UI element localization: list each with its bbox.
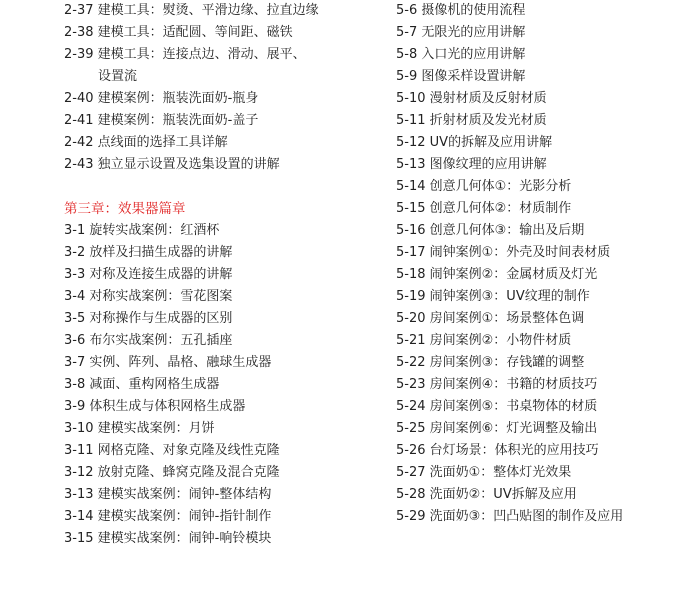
toc-item-number: 3-3 <box>64 267 86 282</box>
toc-item-title: 设置流 <box>98 69 138 84</box>
toc-item-title: 对称及连接生成器的讲解 <box>89 267 233 282</box>
toc-item-number: 3-6 <box>64 333 86 348</box>
toc-item-number: 5-20 <box>396 311 426 326</box>
toc-item-number: 3-8 <box>64 377 86 392</box>
toc-item <box>396 66 696 88</box>
toc-item-title: 摄像机的使用流程 <box>421 3 526 18</box>
left-group-2 <box>64 0 384 176</box>
toc-item <box>64 462 384 484</box>
toc-item-number: 5-29 <box>396 509 426 524</box>
toc-item <box>396 154 696 176</box>
toc-item-title: 房间案例③：存钱罐的调整 <box>429 355 585 370</box>
toc-item-number: 3-10 <box>64 421 94 436</box>
toc-item-title: UV的拆解及应用讲解 <box>429 135 553 150</box>
toc-item-number: 5-11 <box>396 113 426 128</box>
toc-item-title: 图像采样设置讲解 <box>421 69 526 84</box>
toc-item-title: 漫射材质及反射材质 <box>429 91 547 106</box>
toc-item-number: 5-10 <box>396 91 426 106</box>
toc-item-title: 建模案例：瓶装洗面奶-瓶身 <box>97 91 259 106</box>
toc-item-number: 3-11 <box>64 443 94 458</box>
toc-item-number: 5-22 <box>396 355 426 370</box>
toc-item <box>64 286 384 308</box>
toc-item-title: 房间案例⑥：灯光调整及输出 <box>429 421 598 436</box>
toc-item <box>64 66 384 88</box>
toc-item-title: 创意几何体③：输出及后期 <box>429 223 585 238</box>
toc-item <box>396 418 696 440</box>
toc-item <box>64 44 384 66</box>
toc-item <box>396 88 696 110</box>
toc-item-title: 房间案例④：书籍的材质技巧 <box>429 377 598 392</box>
toc-item-number: 3-1 <box>64 223 86 238</box>
toc-item-title: 点线面的选择工具详解 <box>97 135 228 150</box>
toc-item-title: 放射克隆、蜂窝克隆及混合克隆 <box>97 465 280 480</box>
toc-item-title: 旋转实战案例：红酒杯 <box>89 223 220 238</box>
toc-item <box>396 132 696 154</box>
toc-item-title: 闹钟案例③：UV纹理的制作 <box>429 289 590 304</box>
toc-item <box>64 264 384 286</box>
toc-item <box>396 286 696 308</box>
toc-item <box>396 440 696 462</box>
toc-item <box>64 220 384 242</box>
toc-item-title: 建模实战案例：闹钟-整体结构 <box>97 487 272 502</box>
toc-item <box>396 506 696 528</box>
toc-item-number: 5-25 <box>396 421 426 436</box>
toc-item-title: 布尔实战案例：五孔插座 <box>89 333 233 348</box>
spacer <box>64 176 384 198</box>
toc-item <box>64 242 384 264</box>
toc-item <box>64 418 384 440</box>
toc-item-number: 3-13 <box>64 487 94 502</box>
toc-item-number: 5-28 <box>396 487 426 502</box>
toc-item-number: 5-12 <box>396 135 426 150</box>
left-column <box>64 0 384 550</box>
toc-item-number: 5-14 <box>396 179 426 194</box>
toc-item-title: 洗面奶②：UV拆解及应用 <box>429 487 577 502</box>
toc-item-title: 建模实战案例：月饼 <box>97 421 215 436</box>
toc-item-title: 体积生成与体积网格生成器 <box>89 399 246 414</box>
toc-item-number: 2-37 <box>64 3 94 18</box>
toc-item <box>64 132 384 154</box>
toc-item-title: 创意几何体①：光影分析 <box>429 179 572 194</box>
toc-item-title: 房间案例②：小物件材质 <box>429 333 572 348</box>
toc-item-number: 5-26 <box>396 443 426 458</box>
toc-item-title: 建模实战案例：闹钟-响铃模块 <box>97 531 272 546</box>
toc-item-title: 创意几何体②：材质制作 <box>429 201 572 216</box>
toc-item-number: 2-40 <box>64 91 94 106</box>
toc-item-title: 建模工具：连接点边、滑动、展平、 <box>97 47 306 62</box>
toc-item <box>64 22 384 44</box>
toc-item-number: 2-41 <box>64 113 94 128</box>
toc-item-title: 折射材质及发光材质 <box>429 113 547 128</box>
toc-item <box>396 22 696 44</box>
toc-item-number: 3-5 <box>64 311 86 326</box>
right-column <box>396 0 696 528</box>
toc-item-number: 2-38 <box>64 25 94 40</box>
toc-item-title: 独立显示设置及选集设置的讲解 <box>97 157 280 172</box>
toc-item <box>64 440 384 462</box>
toc-item-number: 5-13 <box>396 157 426 172</box>
toc-item <box>64 396 384 418</box>
toc-item-title: 建模案例：瓶装洗面奶-盖子 <box>97 113 259 128</box>
toc-item-title: 房间案例①：场景整体色调 <box>429 311 585 326</box>
toc-item-title: 台灯场景：体积光的应用技巧 <box>429 443 599 458</box>
toc-item-number: 5-27 <box>396 465 426 480</box>
toc-item <box>396 330 696 352</box>
toc-item <box>396 44 696 66</box>
toc-item-number: 2-43 <box>64 157 94 172</box>
chapter-heading: 第三章：效果器篇章 <box>64 201 186 217</box>
toc-item-number: 3-2 <box>64 245 86 260</box>
toc-item <box>64 154 384 176</box>
toc-item-number: 5-18 <box>396 267 426 282</box>
toc-item-number: 5-9 <box>396 69 418 84</box>
toc-item-title: 入口光的应用讲解 <box>421 47 526 62</box>
toc-item-number: 5-15 <box>396 201 426 216</box>
toc-item <box>64 528 384 550</box>
toc-item-title: 对称实战案例：雪花图案 <box>89 289 233 304</box>
toc-item <box>64 330 384 352</box>
toc-item <box>64 352 384 374</box>
toc-item-number: 5-19 <box>396 289 426 304</box>
toc-item <box>64 506 384 528</box>
toc-item-number: 5-17 <box>396 245 426 260</box>
toc-item-number: 5-7 <box>396 25 418 40</box>
toc-item <box>64 88 384 110</box>
toc-item-title: 放样及扫描生成器的讲解 <box>89 245 233 260</box>
left-group-3 <box>64 220 384 550</box>
toc-item <box>396 352 696 374</box>
toc-item <box>396 242 696 264</box>
toc-item-title: 建模工具：熨烫、平滑边缘、拉直边缘 <box>97 3 319 18</box>
toc-item <box>64 374 384 396</box>
toc-item <box>64 308 384 330</box>
toc-item-title: 闹钟案例①：外壳及时间表材质 <box>429 245 611 260</box>
toc-item-number: 3-15 <box>64 531 94 546</box>
toc-item <box>396 0 696 22</box>
toc-item-number: 2-39 <box>64 47 94 62</box>
toc-item-number: 5-8 <box>396 47 418 62</box>
toc-item-title: 洗面奶①：整体灯光效果 <box>429 465 572 480</box>
toc-item <box>396 198 696 220</box>
toc-item-title: 减面、重构网格生成器 <box>89 377 220 392</box>
toc-item <box>396 462 696 484</box>
right-group-5 <box>396 0 696 528</box>
toc-item <box>396 176 696 198</box>
toc-item <box>64 484 384 506</box>
toc-item <box>396 396 696 418</box>
toc-item-number: 3-4 <box>64 289 86 304</box>
toc-item-title: 房间案例⑤：书桌物体的材质 <box>429 399 598 414</box>
toc-item-title: 图像纹理的应用讲解 <box>429 157 547 172</box>
toc-item <box>396 220 696 242</box>
toc-item <box>396 374 696 396</box>
toc-item <box>396 110 696 132</box>
toc-item <box>396 484 696 506</box>
toc-item-number: 5-6 <box>396 3 418 18</box>
toc-item <box>396 264 696 286</box>
toc-item-number: 3-12 <box>64 465 94 480</box>
toc-item-number: 3-9 <box>64 399 86 414</box>
toc-item-title: 建模工具：适配圆、等间距、磁铁 <box>97 25 293 40</box>
toc-item-title: 闹钟案例②：金属材质及灯光 <box>429 267 598 282</box>
toc-item-number: 3-14 <box>64 509 94 524</box>
toc-item <box>396 308 696 330</box>
toc-item-number: 2-42 <box>64 135 94 150</box>
toc-item-number: 5-21 <box>396 333 426 348</box>
toc-item-title: 无限光的应用讲解 <box>421 25 526 40</box>
toc-item-number: 5-16 <box>396 223 426 238</box>
toc-item <box>64 0 384 22</box>
toc-item-title: 实例、阵列、晶格、融球生成器 <box>89 355 272 370</box>
toc-item-title: 网格克隆、对象克隆及线性克隆 <box>97 443 280 458</box>
toc-item-title: 洗面奶③：凹凸贴图的制作及应用 <box>429 509 624 524</box>
toc-item-title: 建模实战案例：闹钟-指针制作 <box>97 509 272 524</box>
toc-item-number: 5-23 <box>396 377 426 392</box>
toc-item <box>64 110 384 132</box>
toc-item-number: 3-7 <box>64 355 86 370</box>
toc-item-number: 5-24 <box>396 399 426 414</box>
toc-item-title: 对称操作与生成器的区别 <box>89 311 233 326</box>
